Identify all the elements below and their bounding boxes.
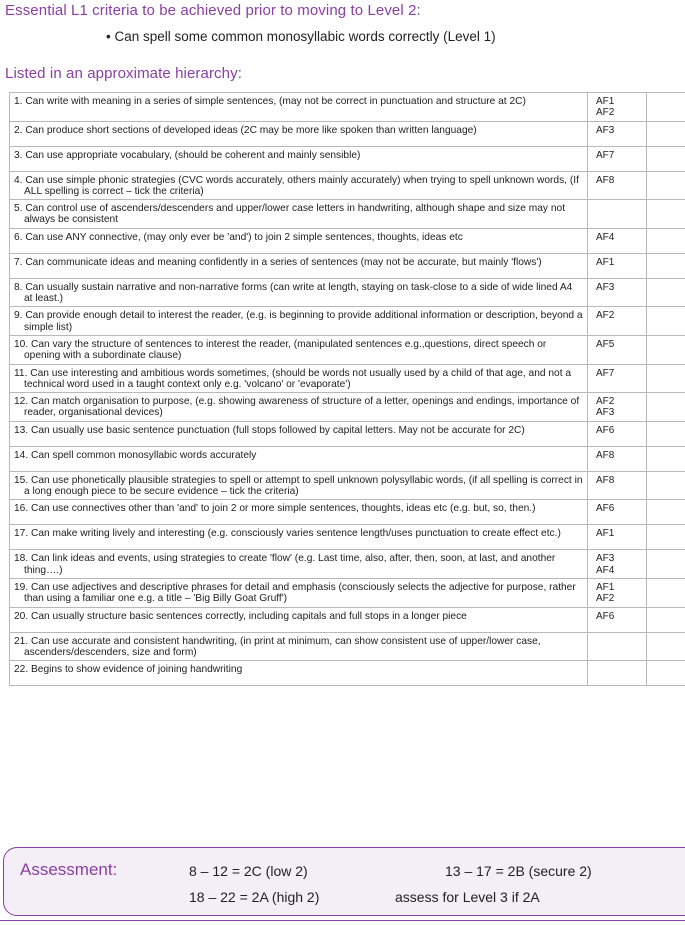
- criteria-text-cell: [10, 335, 588, 364]
- criteria-row: [10, 446, 685, 471]
- tick-cell[interactable]: [647, 200, 685, 229]
- tick-cell[interactable]: [647, 253, 685, 278]
- tick-cell[interactable]: [647, 500, 685, 525]
- criteria-text-cell: [10, 421, 588, 446]
- criteria-text-cell: [10, 307, 588, 336]
- assessment-focus-label: AF6: [596, 424, 615, 436]
- assessment-focus-label: AF8: [596, 474, 615, 486]
- criteria-row: [10, 632, 685, 661]
- criteria-text-cell: [10, 121, 588, 146]
- assessment-focus-label: AF3: [596, 124, 615, 136]
- criteria-row: [10, 200, 685, 229]
- assessment-focus-cell: [588, 278, 647, 307]
- assessment-focus-label: AF5: [596, 338, 615, 350]
- essential-criteria-heading: Essential L1 criteria to be achieved prior to moving to Level 2:: [5, 2, 421, 19]
- essential-criteria-item: • Can spell some common monosyllabic words correctly (Level 1): [106, 29, 496, 44]
- criteria-row: [10, 525, 685, 550]
- assessment-band-2a: 18 – 22 = 2A (high 2): [189, 889, 320, 905]
- assessment-focus-label: AF2: [596, 396, 615, 408]
- tick-cell[interactable]: [647, 146, 685, 171]
- tick-cell[interactable]: [647, 121, 685, 146]
- criteria-text-cell: [10, 550, 588, 579]
- assessment-focus-label: AF2: [596, 593, 615, 605]
- criteria-text: 10. Can vary the structure of sentences to interest the reader, (manipulated sentences e.g.,questions, direct speech or opening with a subordinate clause): [14, 338, 547, 362]
- criteria-text: 5. Can control use of ascenders/descenders and upper/lower case letters in handwriting, although shape and size may not always be consistent: [14, 203, 566, 226]
- assessment-focus-label: AF8: [596, 449, 615, 461]
- assessment-focus-label: AF1: [596, 96, 615, 107]
- criteria-row: [10, 421, 685, 446]
- tick-cell[interactable]: [647, 278, 685, 307]
- criteria-text: 18. Can link ideas and events, using strategies to create 'flow' (e.g. Last time, also, after, then, soon, at last, and another thing….): [14, 553, 556, 576]
- assessment-focus-cell: [588, 421, 647, 446]
- assessment-box: [3, 847, 685, 916]
- tick-cell[interactable]: [647, 525, 685, 550]
- criteria-text: 21. Can use accurate and consistent handwriting, (in print at minimum, can show consistent use of upper/lower case, ascenders/descenders, size and form): [14, 635, 541, 658]
- criteria-text-cell: [10, 278, 588, 307]
- assessment-focus-label: AF7: [596, 367, 615, 379]
- criteria-row: [10, 171, 685, 200]
- assessment-focus-cell: [588, 446, 647, 471]
- criteria-text: 1. Can write with meaning in a series of simple sentences, (may not be correct in punctuation and structure at 2C): [14, 96, 526, 107]
- tick-cell[interactable]: [647, 307, 685, 336]
- assessment-focus-label: AF6: [596, 503, 615, 515]
- assessment-focus-label: AF1: [596, 256, 615, 268]
- assessment-level3-note: assess for Level 3 if 2A: [395, 889, 540, 905]
- criteria-row: [10, 307, 685, 336]
- criteria-text: 16. Can use connectives other than 'and' to join 2 or more simple sentences, thoughts, ideas etc (e.g. but, so, then.): [14, 503, 536, 515]
- criteria-text-cell: [10, 607, 588, 632]
- tick-cell[interactable]: [647, 171, 685, 200]
- tick-cell[interactable]: [647, 393, 685, 422]
- criteria-row: [10, 335, 685, 364]
- criteria-text-cell: [10, 393, 588, 422]
- criteria-text: 17. Can make writing lively and interesting (e.g. consciously varies sentence length/uses punctuation to create effect etc.): [14, 528, 561, 540]
- criteria-text: 8. Can usually sustain narrative and non-narrative forms (can write at length, staying on task-close to a side of wide lined A4 at least.): [14, 281, 573, 305]
- assessment-focus-label: AF3: [596, 281, 615, 293]
- criteria-row: [10, 228, 685, 253]
- criteria-text-cell: [10, 364, 588, 393]
- criteria-row: [10, 146, 685, 171]
- criteria-text-cell: [10, 171, 588, 200]
- assessment-focus-label: AF8: [596, 174, 615, 186]
- criteria-table: [9, 92, 685, 686]
- assessment-title: Assessment:: [20, 860, 118, 879]
- tick-cell[interactable]: [647, 446, 685, 471]
- tick-cell[interactable]: [647, 578, 685, 607]
- criteria-text: 22. Begins to show evidence of joining handwriting: [14, 664, 243, 676]
- assessment-focus-cell: [588, 146, 647, 171]
- criteria-text: 3. Can use appropriate vocabulary, (should be coherent and mainly sensible): [14, 149, 361, 161]
- assessment-focus-cell: [588, 500, 647, 525]
- criteria-text-cell: [10, 578, 588, 607]
- assessment-focus-cell: [588, 171, 647, 200]
- criteria-row: [10, 661, 685, 686]
- criteria-text: 6. Can use ANY connective, (may only ever be 'and') to join 2 simple sentences, thoughts, ideas etc: [14, 231, 463, 243]
- assessment-focus-cell: [588, 550, 647, 579]
- criteria-row: [10, 93, 685, 122]
- tick-cell[interactable]: [647, 421, 685, 446]
- tick-cell[interactable]: [647, 550, 685, 579]
- criteria-text-cell: [10, 228, 588, 253]
- tick-cell[interactable]: [647, 335, 685, 364]
- assessment-focus-cell: [588, 335, 647, 364]
- criteria-table-body: [10, 93, 685, 686]
- assessment-focus-label: AF1: [596, 581, 615, 593]
- tick-cell[interactable]: [647, 607, 685, 632]
- assessment-focus-label: AF1: [596, 528, 615, 540]
- tick-cell[interactable]: [647, 364, 685, 393]
- criteria-row: [10, 253, 685, 278]
- assessment-band-2b: 13 – 17 = 2B (secure 2): [445, 863, 592, 879]
- criteria-row: [10, 471, 685, 500]
- assessment-focus-label: AF2: [596, 310, 615, 322]
- criteria-text: 2. Can produce short sections of developed ideas (2C may be more like spoken than written language): [14, 124, 477, 136]
- assessment-focus-cell: [588, 307, 647, 336]
- assessment-focus-cell: [588, 607, 647, 632]
- criteria-text: 9. Can provide enough detail to interest the reader, (e.g. is beginning to provide additional information or description, beyond a simple list): [14, 310, 583, 333]
- criteria-text: 14. Can spell common monosyllabic words accurately: [14, 449, 257, 461]
- criteria-row: [10, 607, 685, 632]
- bottom-divider: [0, 920, 685, 921]
- criteria-text: 20. Can usually structure basic sentences correctly, including capitals and full stops in a longer piece: [14, 610, 467, 622]
- criteria-text-cell: [10, 661, 588, 686]
- criteria-text: 7. Can communicate ideas and meaning confidently in a series of sentences (may not be accurate, but mainly 'flows'): [14, 256, 542, 268]
- tick-cell[interactable]: [647, 93, 685, 122]
- criteria-text-cell: [10, 200, 588, 229]
- criteria-row: [10, 578, 685, 607]
- assessment-focus-label: AF7: [596, 149, 615, 161]
- assessment-focus-cell: [588, 364, 647, 393]
- assessment-focus-cell: [588, 632, 647, 661]
- tick-cell[interactable]: [647, 661, 685, 686]
- criteria-text-cell: [10, 500, 588, 525]
- assessment-band-2c: 8 – 12 = 2C (low 2): [189, 863, 308, 879]
- criteria-row: [10, 500, 685, 525]
- criteria-row: [10, 121, 685, 146]
- criteria-text: 15. Can use phonetically plausible strategies to spell or attempt to spell unknown polysyllabic words, (if all spelling is correct in a long enough piece to be secure evidence – tick the criteria): [14, 474, 583, 498]
- criteria-text-cell: [10, 632, 588, 661]
- assessment-focus-label: AF4: [596, 564, 615, 576]
- criteria-row: [10, 550, 685, 579]
- tick-cell[interactable]: [647, 632, 685, 661]
- criteria-text-cell: [10, 93, 588, 122]
- criteria-text-cell: [10, 146, 588, 171]
- assessment-focus-label: AF6: [596, 610, 615, 622]
- assessment-focus-cell: [588, 471, 647, 500]
- tick-cell[interactable]: [647, 471, 685, 500]
- assessment-focus-label: AF2: [596, 107, 615, 119]
- criteria-row: [10, 393, 685, 422]
- assessment-focus-cell: [588, 661, 647, 686]
- assessment-focus-cell: [588, 200, 647, 229]
- assessment-focus-cell: [588, 93, 647, 122]
- assessment-focus-cell: [588, 228, 647, 253]
- assessment-focus-label: AF3: [596, 553, 615, 565]
- assessment-focus-cell: [588, 525, 647, 550]
- criteria-row: [10, 278, 685, 307]
- assessment-focus-cell: [588, 121, 647, 146]
- criteria-text: 19. Can use adjectives and descriptive phrases for detail and emphasis (consciously selects the adjective for purpose, rather than using a familiar one e.g. a title – 'Big Billy Goat Gruff'): [14, 581, 576, 605]
- criteria-text: 4. Can use simple phonic strategies (CVC words accurately, others mainly accurately) when trying to spell unknown words, (If ALL spelling is correct – tick the criteria): [14, 174, 579, 197]
- assessment-focus-label: AF4: [596, 231, 615, 243]
- criteria-row: [10, 364, 685, 393]
- criteria-text-cell: [10, 253, 588, 278]
- hierarchy-heading: Listed in an approximate hierarchy:: [5, 65, 242, 82]
- tick-cell[interactable]: [647, 228, 685, 253]
- assessment-focus-label: AF3: [596, 407, 615, 419]
- criteria-text: 13. Can usually use basic sentence punctuation (full stops followed by capital letters. May not be accurate for 2C): [14, 424, 525, 436]
- criteria-text: 12. Can match organisation to purpose, (e.g. showing awareness of structure of a letter, openings and endings, importance of reader, organisational devices): [14, 396, 580, 419]
- criteria-text-cell: [10, 525, 588, 550]
- assessment-focus-cell: [588, 578, 647, 607]
- assessment-focus-cell: [588, 393, 647, 422]
- criteria-text-cell: [10, 471, 588, 500]
- criteria-text-cell: [10, 446, 588, 471]
- assessment-focus-cell: [588, 253, 647, 278]
- criteria-text: 11. Can use interesting and ambitious words sometimes, (should be words not usually used by a child of that age, and not a technical word used in a taught context only e.g. 'volcano' or 'evaporate'): [14, 367, 572, 390]
